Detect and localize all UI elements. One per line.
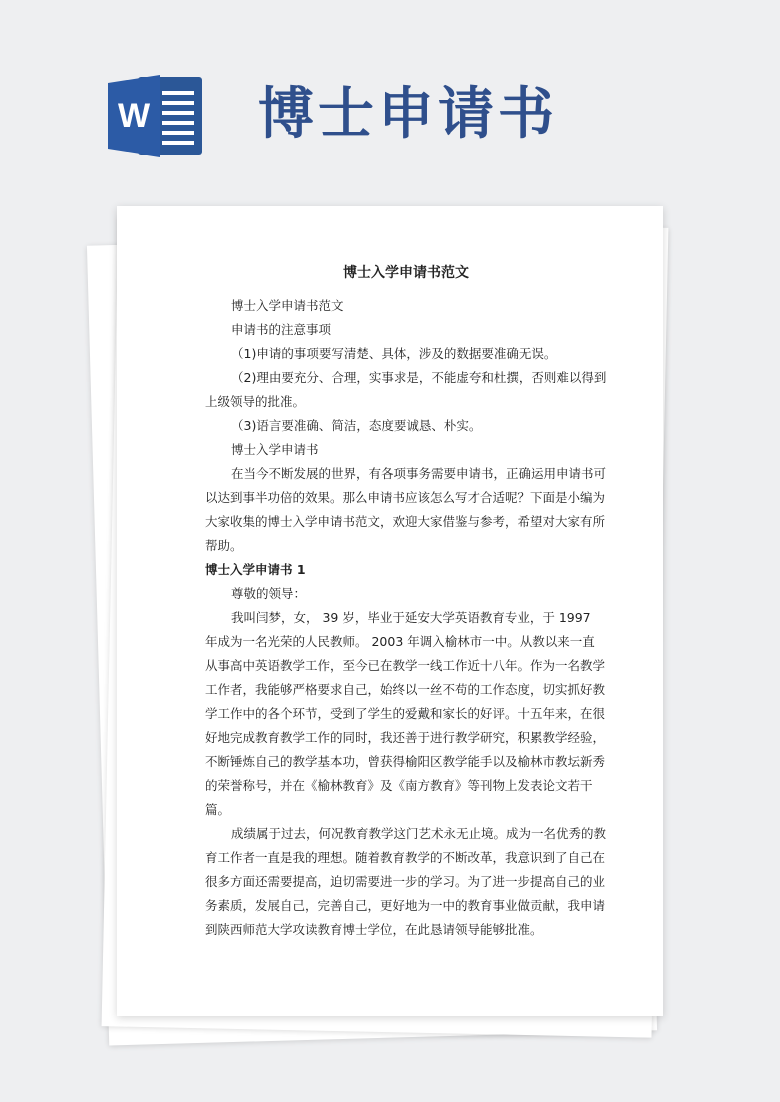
document-paragraph: 成绩属于过去，何况教育教学这门艺术永无止境。成为一名优秀的教育工作者一直是我的理想。随着教育教学的不断改革，我意识到了自己在很多方面还需要提高，迫切需要进一步的学习。为了进一步提高自己的业务素质，发展自己，完善自己，更好地为一中的教育事业做贡献，我申请到陕西师范大学攻读教育博士学位，在此恳请领导能够批准。: [205, 826, 607, 937]
page-title: 博士申请书: [258, 81, 558, 147]
word-icon: [108, 73, 206, 159]
document-page: [117, 206, 663, 1016]
document-paragraph: 申请书的注意事项: [231, 322, 332, 337]
header: [0, 0, 780, 200]
word-icon-letter: W: [117, 97, 151, 135]
document-paragraph: 尊敬的领导：: [231, 586, 307, 601]
document-paragraph: （3)语言要准确、简洁，态度要诚恳、朴实。: [231, 418, 482, 433]
document-paragraph: 博士入学申请书: [231, 442, 319, 457]
document-paragraph: 在当今不断发展的世界，有各项事务需要申请书，正确运用申请书可以达到事半功倍的效果。那么申请书应该怎么写才合适呢？下面是小编为大家收集的博士入学申请书范文，欢迎大家借鉴与参考，希望对大家有所帮助。: [205, 466, 607, 553]
document-paragraph: 我叫闫梦，女， 39 岁，毕业于延安大学英语教育专业，于 1997 年成为一名光荣的人民教师。 2003 年调入榆林市一中。从教以来一直从事高中英语教学工作，至今已在教学一线工作近十八年。作为一名教学工作者，我能够严格要求自己，始终以一丝不苟的工作态度，切实抓好教学工作中的各个环节，受到了学生的爱戴和家长的好评。十五年来，在很好地完成教育教学工作的同时，我还善于进行教学研究，积累教学经验，不断锤炼自己的教学基本功，曾获得榆阳区教学能手以及榆林市教坛新秀的荣誉称号，并在《榆林教育》及《南方教育》等刊物上发表论文若干篇。: [205, 610, 606, 817]
section-heading: 博士入学申请书 1: [205, 562, 306, 577]
document-paragraph: （2)理由要充分、合理，实事求是，不能虚夸和杜撰，否则难以得到上级领导的批准。: [205, 370, 607, 409]
document-paragraph: 博士入学申请书范文: [231, 298, 344, 313]
document-body: [205, 262, 607, 942]
document-paragraph: （1)申请的事项要写清楚、具体，涉及的数据要准确无误。: [231, 346, 557, 361]
document-title: 博士入学申请书范文: [343, 265, 469, 281]
